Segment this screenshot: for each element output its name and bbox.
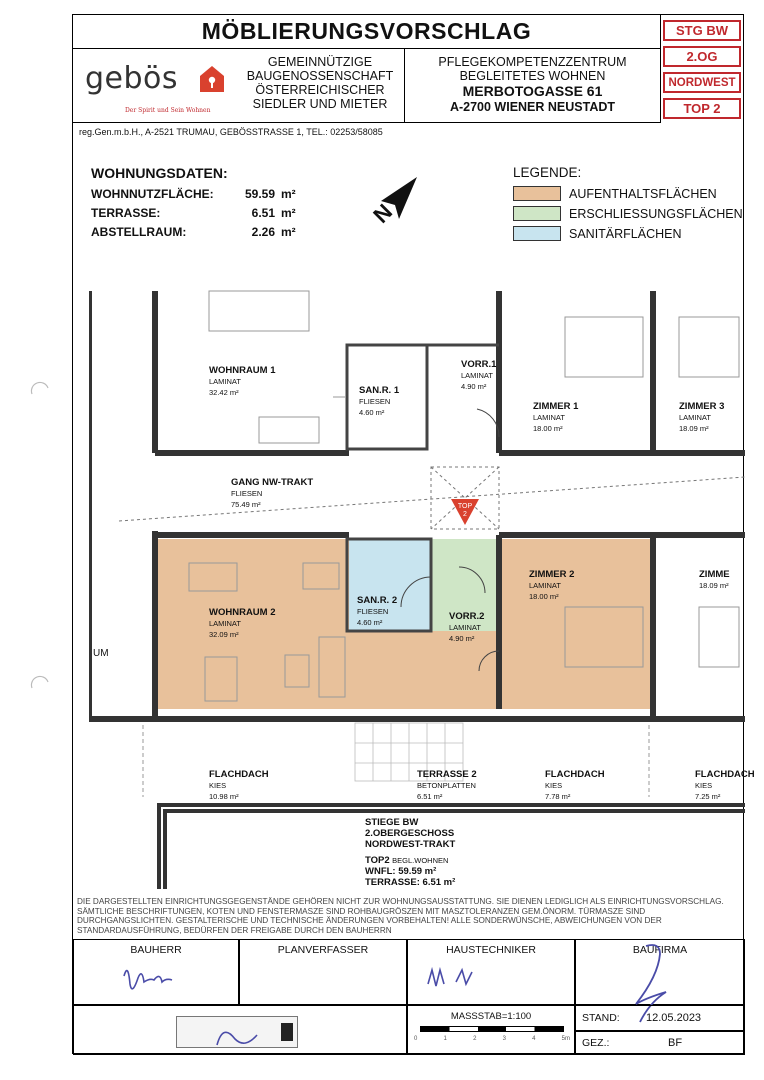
gez-label: GEZ.:: [582, 1037, 610, 1049]
legend-item-sanitaer: [513, 226, 743, 241]
room-area: 4.90 m²: [449, 634, 475, 643]
room-area: 18.00 m²: [533, 424, 563, 433]
tb-haustechniker-label: HAUSTECHNIKER: [446, 944, 536, 956]
apartment-data-title: WOHNUNGSDATEN:: [91, 165, 228, 181]
room-name: TERRASSE 2: [417, 769, 477, 780]
room-name: FLACHDACH: [545, 769, 605, 780]
room-area: 32.42 m²: [209, 388, 239, 397]
room-floor: KIES: [545, 781, 563, 790]
north-label: N: [368, 198, 398, 228]
room-area: 4.90 m²: [461, 382, 487, 391]
room-wohnraum1: [209, 365, 276, 398]
room-area: 18.09 m²: [699, 581, 729, 590]
legend-item-erschliessung: [513, 206, 743, 221]
room-name: FLACHDACH: [695, 769, 755, 780]
data-row-area: [91, 187, 296, 201]
org-line: GEMEINNÜTZIGE: [267, 55, 373, 69]
stiege-line: STIEGE BW: [365, 817, 419, 828]
tb-scale: [407, 1005, 575, 1055]
stiege-terrasse: TERRASSE: 6.51 m²: [365, 877, 456, 888]
scale-tick: 2: [473, 1036, 477, 1042]
room-zimmer-right: [699, 569, 730, 591]
north-arrow-icon: [365, 175, 425, 244]
tb-baufirma-label: BAUFIRMA: [632, 944, 688, 956]
org-line: SIEDLER UND MIETER: [252, 97, 388, 111]
room-vorr1: [461, 359, 496, 392]
bauherr-signature: [74, 946, 240, 1006]
data-label: WOHNNUTZFLÄCHE:: [91, 187, 214, 201]
room-floor: LAMINAT: [449, 623, 481, 632]
room-area: 10.98 m²: [209, 792, 239, 801]
stamp-image: [176, 1016, 298, 1048]
legend-label: AUFENTHALTSFLÄCHEN: [569, 186, 717, 201]
company-registration: reg.Gen.m.b.H., A-2521 TRUMAU, GEBÖSSTRASSE 1, TEL.: 02253/58085: [79, 127, 383, 137]
legend-label: SANITÄRFLÄCHEN: [569, 226, 682, 241]
stiege-top-sub: BEGL.WOHNEN: [392, 856, 449, 865]
room-zimmer3: [679, 401, 724, 434]
project-city: A-2700 WIENER NEUSTADT: [449, 100, 616, 114]
room-area: 6.51 m²: [417, 792, 443, 801]
tag-geschoss: 2.OG: [663, 46, 741, 67]
tb-planverfasser: [239, 939, 407, 1005]
data-row-terrace: [91, 206, 296, 220]
stiege-line: 2.OBERGESCHOSS: [365, 828, 455, 839]
data-unit: m²: [281, 187, 296, 201]
punch-hole-icon: [30, 672, 50, 697]
legend-swatch: [513, 226, 561, 241]
stand-date: 12.05.2023: [646, 1012, 702, 1024]
scale-tick: 5m: [561, 1036, 570, 1042]
project-line: BEGLEITETES WOHNEN: [459, 69, 606, 83]
punch-hole-icon: [30, 378, 50, 403]
tb-gez: [575, 1031, 745, 1055]
company-block: [73, 49, 405, 137]
tb-bauherr: [73, 939, 239, 1005]
scale-tick: 1: [443, 1036, 447, 1042]
room-name: SAN.R. 2: [357, 595, 398, 606]
scale-bar: [420, 1026, 564, 1032]
tb-stand: [575, 1005, 745, 1031]
top-marker-line: 2: [463, 511, 467, 518]
legend: [513, 165, 743, 246]
disclaimer: DIE DARGESTELLTEN EINRICHTUNGSGEGENSTÄNDE GEHÖREN NICHT ZUR WOHNUNGSAUSSTATTUNG. SIE DIENEN LEDIGLICH ALS EINRICHTUNGSVORSCHLAG. SÄMTLICHE BESCHRIFTUNGEN, KOTEN UND FENSTERMASZE SIND ROHBAUGRÖSZEN MIT MASZTOLERANZEN GEM.ÖNORM. TÜRMASZE SIND DURCHGANGSLICHTEN. GESTALTERISCHE UND TECHNISCHE ÄNDERUNGEN VORBEHALTEN! ALLE SONDERWÜNSCHE, ABWEICHUNGEN VON DER STANDARDAUSFÜHRUNG, BEDÜRFEN DER FREIGABE DURCH DEN BAUHERRN: [77, 897, 724, 935]
plan-sheet: [72, 14, 755, 1054]
legend-label: ERSCHLIESSUNGSFLÄCHEN: [569, 206, 743, 221]
haustechniker-signature: [408, 946, 576, 1006]
scale-label: MASSSTAB=1:100: [450, 1011, 532, 1022]
scale-tick: 3: [502, 1036, 506, 1042]
legend-swatch: [513, 186, 561, 201]
tag-top: TOP 2: [663, 98, 741, 119]
legend-title: LEGENDE:: [513, 165, 582, 180]
room-area: 18.09 m²: [679, 424, 709, 433]
room-um: UM: [93, 648, 109, 659]
org-line: BAUGENOSSENSCHAFT: [246, 69, 394, 83]
floor-plan-drawing: [89, 277, 745, 897]
tb-baufirma: [575, 939, 745, 1005]
tb-haustechniker: [407, 939, 575, 1005]
room-name: WOHNRAUM 2: [209, 607, 276, 618]
tag-stiege: STG BW: [663, 20, 741, 41]
room-name: FLACHDACH: [209, 769, 269, 780]
room-name: ZIMMER 1: [533, 401, 579, 412]
room-name: ZIMMER 3: [679, 401, 725, 412]
room-floor: LAMINAT: [461, 371, 493, 380]
data-value: 6.51: [251, 206, 275, 220]
room-name: VORR.2: [449, 611, 485, 622]
data-label: ABSTELLRAUM:: [91, 225, 187, 239]
room-floor: LAMINAT: [209, 377, 241, 386]
room-floor: KIES: [209, 781, 227, 790]
room-terrasse2: [417, 769, 477, 802]
tag-trakt: NORDWEST: [663, 72, 741, 93]
scale-tick: 0: [414, 1036, 418, 1042]
stiege-top: TOP2: [365, 855, 390, 866]
room-name: WOHNRAUM 1: [209, 365, 276, 376]
project-street: MERBOTOGASSE 61: [462, 83, 603, 99]
room-area: 75.49 m²: [231, 500, 261, 509]
tb-planverfasser-label: PLANVERFASSER: [277, 944, 369, 956]
project-address: [405, 49, 661, 123]
tb-bauherr-label: BAUHERR: [130, 944, 182, 956]
org-line: ÖSTERREICHISCHER: [255, 83, 385, 97]
room-floor: LAMINAT: [679, 413, 711, 422]
room-wohnraum2: [209, 607, 276, 640]
room-floor: FLIESEN: [231, 489, 263, 498]
room-floor: FLIESEN: [359, 397, 391, 406]
room-area: 7.25 m²: [695, 792, 721, 801]
stamp-icon: [177, 1017, 297, 1047]
data-unit: m²: [281, 225, 296, 239]
room-floor: KIES: [695, 781, 713, 790]
room-flachdach2: [545, 769, 605, 802]
stiege-line: NORDWEST-TRAKT: [365, 839, 456, 850]
room-gang: [231, 477, 313, 510]
tb-stamp-area: [73, 1005, 407, 1055]
room-floor: LAMINAT: [529, 581, 561, 590]
room-zimmer2: [529, 569, 574, 602]
room-area: 4.60 m²: [357, 618, 383, 627]
data-unit: m²: [281, 206, 296, 220]
floor-plan: [89, 277, 755, 897]
room-name: ZIMMER 2: [529, 569, 575, 580]
data-value: 2.26: [251, 225, 275, 239]
room-area: 7.78 m²: [545, 792, 571, 801]
room-name: VORR.1: [461, 359, 497, 370]
data-row-storage: [91, 225, 296, 239]
room-zimmer1: [533, 401, 578, 434]
top-marker-line: TOP: [457, 503, 473, 510]
house-icon: [199, 65, 225, 101]
scale-tick: 4: [532, 1036, 536, 1042]
gez-value: BF: [668, 1037, 683, 1049]
room-area: 4.60 m²: [359, 408, 385, 417]
room-name: ZIMME: [699, 569, 730, 580]
room-name: GANG NW-TRAKT: [231, 477, 314, 488]
room-sanr1: [359, 385, 399, 418]
company-logo: [85, 61, 178, 96]
room-floor: LAMINAT: [209, 619, 241, 628]
logo-tagline: Der Spirit und Sein Wohnen: [125, 107, 211, 114]
data-value: 59.59: [244, 187, 275, 201]
room-sanr2: [357, 595, 397, 628]
room-flachdach3: [695, 769, 755, 802]
logo-text: gebös: [85, 61, 179, 96]
room-floor: BETONPLATTEN: [417, 781, 476, 790]
stiege-block: [365, 817, 455, 888]
project-line: PFLEGEKOMPETENZZENTRUM: [438, 55, 627, 69]
room-floor: LAMINAT: [533, 413, 565, 422]
page-title: MÖBLIERUNGSVORSCHLAG: [73, 15, 661, 49]
legend-item-aufenthalt: [513, 186, 743, 201]
stand-label: STAND:: [582, 1012, 620, 1024]
room-floor: FLIESEN: [357, 607, 389, 616]
room-area: 32.09 m²: [209, 630, 239, 639]
apartment-data: [91, 165, 296, 239]
data-label: TERRASSE:: [91, 206, 161, 220]
room-name: SAN.R. 1: [359, 385, 400, 396]
scale-ticks: [414, 1036, 570, 1042]
room-flachdach1: [209, 769, 269, 802]
top-marker-label: [447, 503, 483, 519]
room-area: 18.00 m²: [529, 592, 559, 601]
stiege-wnfl: WNFL: 59.59 m²: [365, 866, 437, 877]
room-vorr2: [449, 611, 484, 644]
company-org: [235, 55, 405, 111]
legend-swatch: [513, 206, 561, 221]
